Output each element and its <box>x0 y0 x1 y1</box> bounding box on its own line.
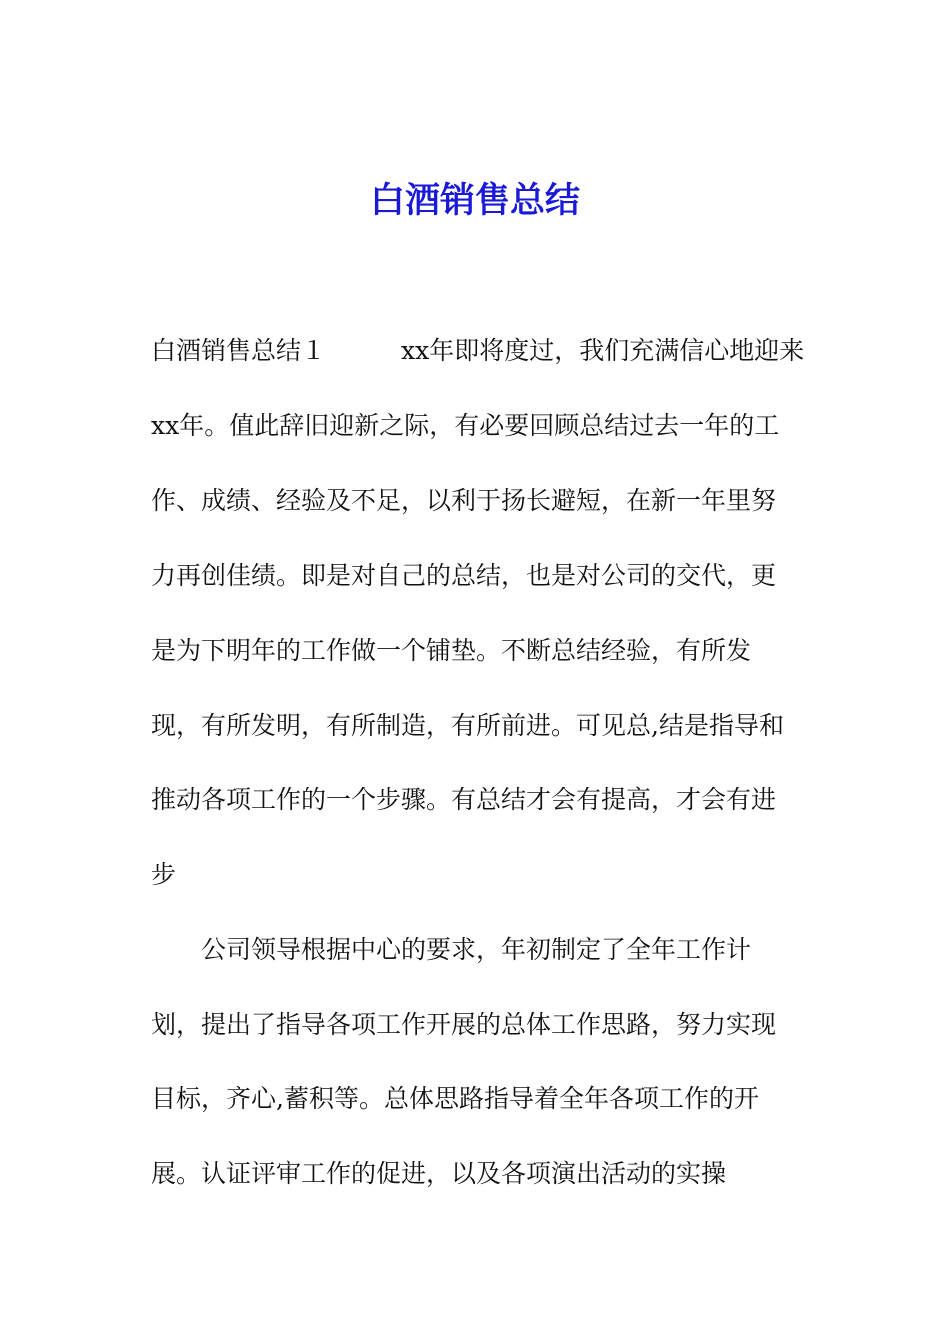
body-line: 公司领导根据中心的要求，年初制定了全年工作计 <box>151 935 752 964</box>
body-line: xx年。值此辞旧迎新之际，有必要回顾总结过去一年的工 <box>151 411 780 440</box>
body-line: 白酒销售总结１ xx年即将度过，我们充满信心地迎来 <box>151 336 805 365</box>
body-line: 步 <box>151 860 177 889</box>
body-line: 力再创佳绩。即是对自己的总结，也是对公司的交代，更 <box>151 561 777 590</box>
body-line: 目标，齐心,蓄积等。总体思路指导着全年各项工作的开 <box>151 1084 759 1113</box>
body-line: 推动各项工作的一个步骤。有总结才会有提高，才会有进 <box>151 785 777 814</box>
body-line: 作、成绩、经验及不足，以利于扬长避短，在新一年里努 <box>151 486 777 515</box>
document-title: 白酒销售总结 <box>369 181 580 221</box>
body-line: 是为下明年的工作做一个铺垫。不断总结经验，有所发 <box>151 636 752 665</box>
body-line: 展。认证评审工作的促进，以及各项演出活动的实操 <box>151 1159 727 1188</box>
body-line: 现，有所发明，有所制造，有所前进。可见总,结是指导和 <box>151 711 784 740</box>
body-line: 划，提出了指导各项工作开展的总体工作思路，努力实现 <box>151 1010 777 1039</box>
